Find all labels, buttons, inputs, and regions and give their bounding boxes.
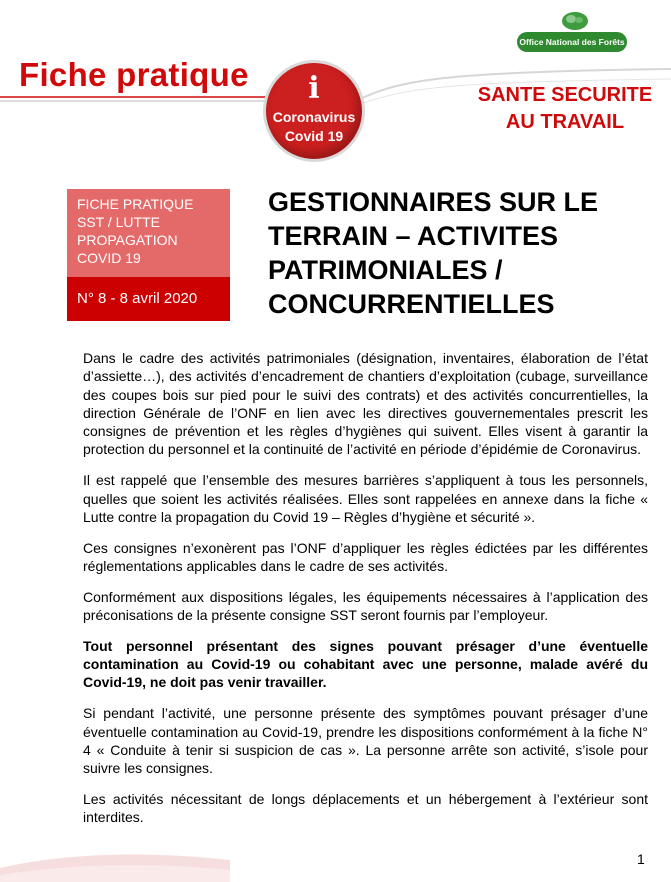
title-line: PATRIMONIALES / <box>268 255 503 285</box>
title-line: GESTIONNAIRES SUR LE <box>268 187 599 217</box>
coronavirus-badge <box>263 60 365 162</box>
info-line: COVID 19 <box>77 250 141 266</box>
badge-line-1: Coronavirus <box>272 109 356 125</box>
fiche-number: N° 8 - 8 avril 2020 <box>67 277 230 321</box>
title-line: TERRAIN – ACTIVITES <box>268 221 559 251</box>
info-i-icon: i <box>308 71 320 106</box>
sst-line-2: AU TRAVAIL <box>505 111 625 133</box>
paragraph: Dans le cadre des activités patrimoniales (désignation, inventaires, élaboration de l’état d’assiette…), des activités d’encadrement de chantiers d’exploitation (cubage, surveillance des coupes bois sur pied pour le suivi des contrats) et des activités concurrentielles, la direction Générale de l’ONF en lien avec les directives gouvernementales prescrit les consignes de prévention et les règles d’hygiènes qui suivent. Elles visent à garantir la protection du personnel et la continuité de l’activité en période d’épidémie de Coronavirus. <box>83 350 648 458</box>
page-number: 1 <box>637 851 645 867</box>
info-line: PROPAGATION <box>77 232 178 248</box>
paragraph: Conformément aux dispositions légales, les équipements nécessaires à l’application des préconisations de la présente consigne SST seront fournis par l’employeur. <box>83 588 648 624</box>
document-title <box>268 185 668 321</box>
tree-icon <box>561 12 589 32</box>
badge-line-2: Covid 19 <box>284 128 344 144</box>
body-text <box>83 349 648 839</box>
title-line: CONCURRENTIELLES <box>268 289 555 319</box>
fiche-pratique-label: Fiche pratique <box>19 56 249 93</box>
info-box-label <box>67 189 230 277</box>
sst-line-1: SANTE SECURITE <box>477 84 653 106</box>
warning-paragraph: Tout personnel présentant des signes pouvant présager d’une éventuelle contamination au Covid-19 ou cohabitant avec une personne, malade avéré du Covid-19, ne doit pas venir travailler. <box>83 637 648 691</box>
paragraph: Les activités nécessitant de longs déplacements et un hébergement à l’extérieur sont interdites. <box>83 790 648 826</box>
info-line: SST / LUTTE <box>77 214 160 230</box>
corner-decoration <box>0 848 230 882</box>
paragraph: Il est rappelé que l’ensemble des mesures barrières s’appliquent à tous les personnels, quelles que soient les activités réalisées. Elles sont rappelées en annexe dans la fiche « Lutte contre la propagation du Covid 19 – Règles d’hygiène et sécurité ». <box>83 472 648 525</box>
onf-logo <box>517 12 627 54</box>
logo-text: Office National des Forêts <box>517 32 627 52</box>
paragraph: Ces consignes n’exonèrent pas l’ONF d’appliquer les règles édictées par les différentes réglementations applicables dans le cadre de ses activités. <box>83 539 648 574</box>
sst-heading <box>460 82 670 136</box>
info-line: FICHE PRATIQUE <box>77 196 194 212</box>
paragraph: Si pendant l’activité, une personne présente des symptômes pouvant présager d’une éventuelle contamination au Covid-19, prendre les dispositions conformément à la fiche N° 4 « Conduite à tenir si suspicion de cas ». La personne arrête son activité, s’isole pour suivre les consignes. <box>83 705 648 777</box>
